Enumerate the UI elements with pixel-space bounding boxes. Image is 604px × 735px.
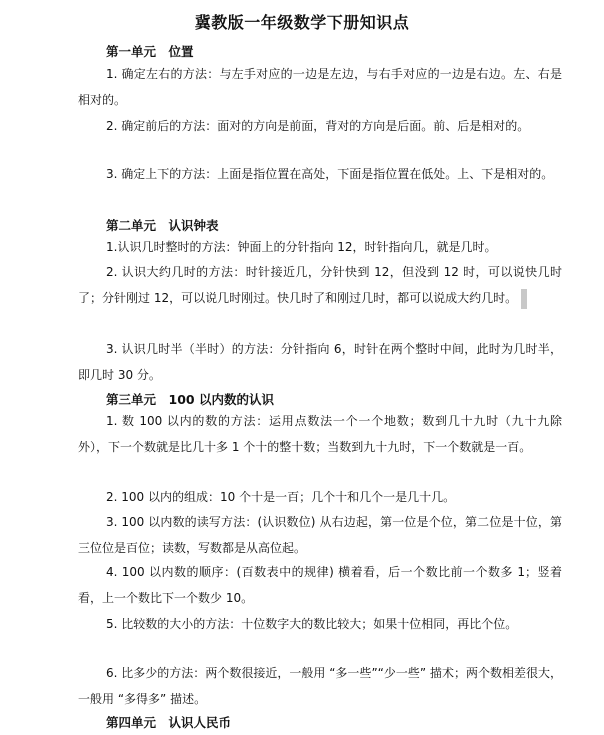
unit-2-item-2 [78,259,562,311]
unit-4-heading: 第四单元 认识人民币 [106,715,232,730]
unit-2-item-1: 1.认识几时整时的方法：钟面上的分针指向 12，时针指向几，就是几时。 [106,240,497,254]
unit-2-item-2-text: 2. 认识大约几时的方法：时针接近几，分针快到 12，但没到 12 时，可以说快几时了；分针刚过 12，可以说几时刚过。快几时了和刚过几时，都可以说成大约几时。 [78,265,562,305]
unit-1-item-1: 1. 确定左右的方法：与左手对应的一边是左边，与右手对应的一边是右边。左、右是相对的。 [78,67,562,107]
text-cursor-marker [521,289,527,309]
unit-1-item-3: 3. 确定上下的方法：上面是指位置在高处，下面是指位置在低处。上、下是相对的。 [106,167,554,181]
unit-3-item-1: 1. 数 100 以内的数的方法：运用点数法一个一个地数；数到几十九时（九十九除外），下一个数就是比几十多 1 个十的整十数；当数到九十九时，下一个数就是一百。 [78,414,562,454]
unit-3-heading: 第三单元 100 以内数的认识 [106,392,274,407]
unit-3-item-4: 4. 100 以内数的顺序：(百数表中的规律) 横着看，后一个数比前一个数多 1；竖着看，上一个数比下一个数少 10。 [78,565,562,605]
document-title: 冀教版一年级数学下册知识点 [194,13,410,32]
unit-2-heading: 第二单元 认识钟表 [106,218,219,233]
unit-2-item-3: 3. 认识几时半（半时）的方法：分针指向 6，时针在两个整时中间，此时为几时半，即几时 30 分。 [78,342,562,382]
unit-3-item-6: 6. 比多少的方法：两个数很接近，一般用 “多一些”“少一些” 描术；两个数相差很大，一般用 “多得多” 描述。 [78,666,562,706]
unit-3-item-5: 5. 比较数的大小的方法：十位数字大的数比较大；如果十位相同，再比个位。 [106,617,518,631]
unit-1-item-2: 2. 确定前后的方法：面对的方向是前面，背对的方向是后面。前、后是相对的。 [106,119,530,133]
unit-3-item-3: 3. 100 以内数的读写方法：(认识数位) 从右边起，第一位是个位，第二位是十位，第三位位是百位；读数，写数都是从高位起。 [78,515,562,555]
unit-3-item-2: 2. 100 以内的组成：10 个十是一百；几个十和几个一是几十几。 [106,490,456,504]
unit-1-heading: 第一单元 位置 [106,44,194,59]
